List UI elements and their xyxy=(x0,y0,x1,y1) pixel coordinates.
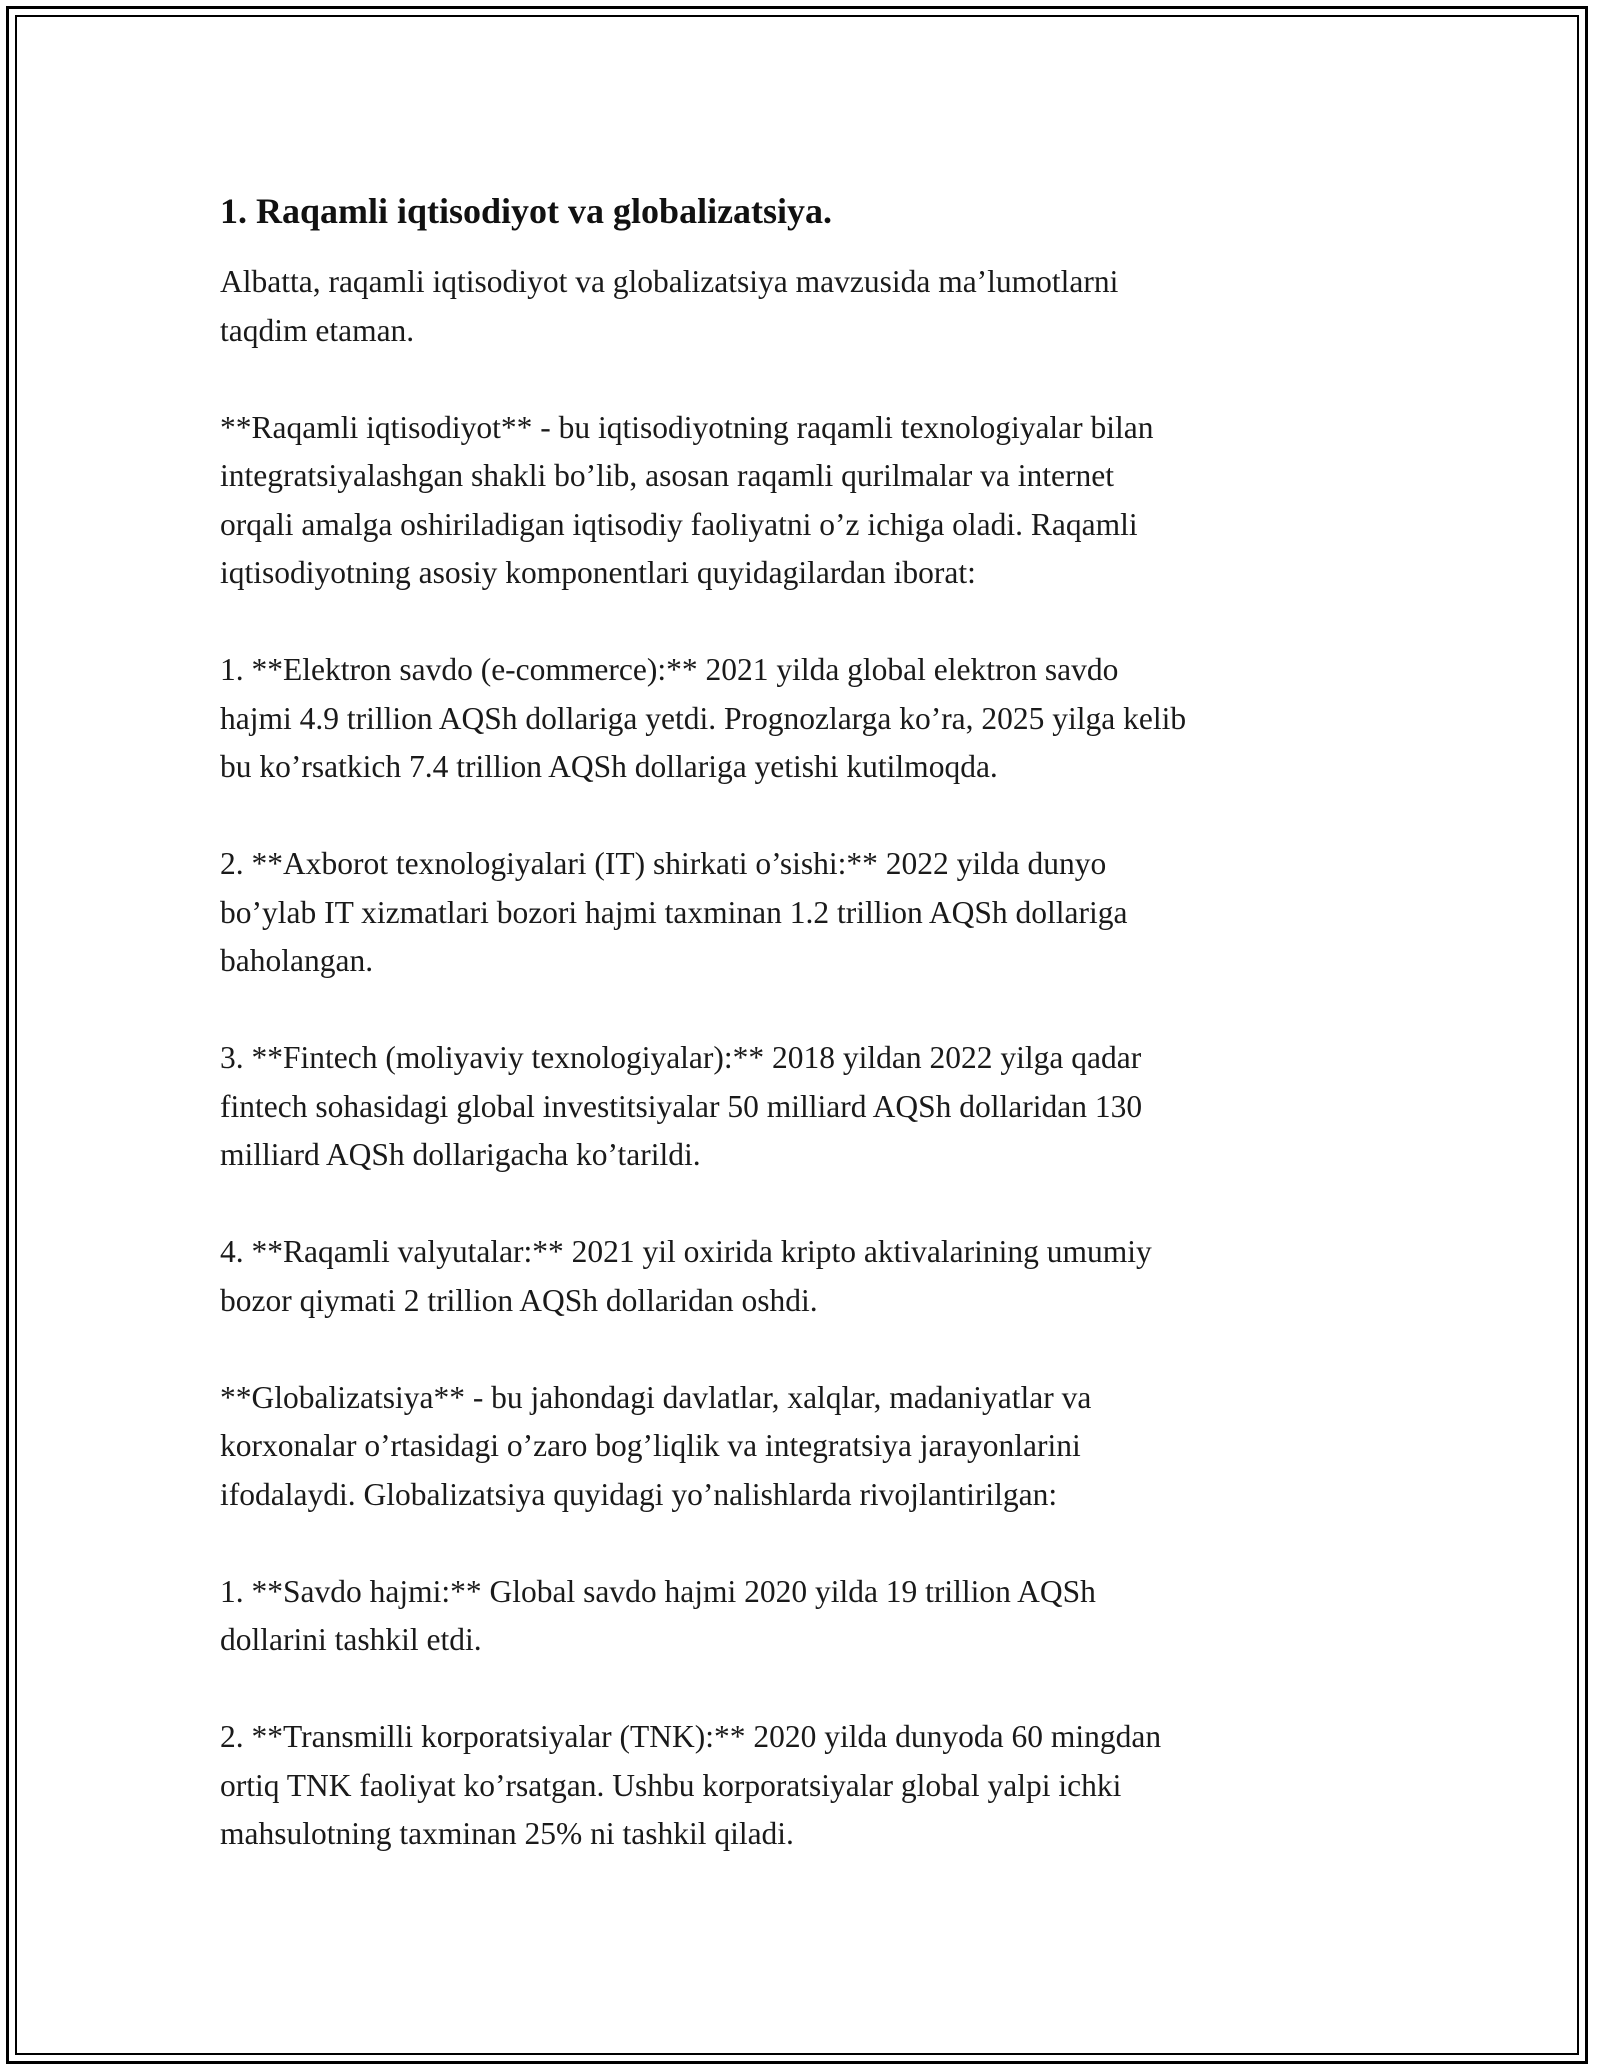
globalization-definition: **Globalizatsiya** - bu jahondagi davlatlar, xalqlar, madaniyatlar va korxonalar o’rtasidagi o’zaro bog’liqlik va integratsiya jarayonlarini ifodalaydi. Globalizatsiya quyidagi yo’nalishlarda rivojlantirilgan: xyxy=(220,1379,1092,1512)
list-item-ecommerce: 1. **Elektron savdo (e-commerce):** 2021 yilda global elektron savdo hajmi 4.9 trillion AQSh dollariga yetdi. Prognozlarga ko’ra, 2025 yilga kelib bu ko’rsatkich 7.4 trillion AQSh dollariga yetishi kutilmoqda. xyxy=(220,652,1187,784)
intro-paragraph: Albatta, raqamli iqtisodiyot va globalizatsiya mavzusida ma’lumotlarni taqdim etaman. xyxy=(220,264,1119,348)
document-title: 1. Raqamli iqtisodiyot va globalizatsiya. xyxy=(220,191,833,231)
digital-economy-definition: **Raqamli iqtisodiyot** - bu iqtisodiyotning raqamli texnologiyalar bilan integratsiyalashgan shakli bo’lib, asosan raqamli qurilmalar va internet orqali amalga oshiriladigan iqtisodiy faoliyatni o’z ichiga oladi. Raqamli iqtisodiyotning asosiy komponentlari quyidagilardan iborat: xyxy=(220,409,1154,590)
list-item-trade-volume: 1. **Savdo hajmi:** Global savdo hajmi 2020 yilda 19 trillion AQSh dollarini tashkil etdi. xyxy=(220,1573,1096,1657)
list-item-transnational-corporations: 2. **Transmilli korporatsiyalar (TNK):** 2020 yilda dunyoda 60 mingdan ortiq TNK faoliyat ko’rsatgan. Ushbu korporatsiyalar global yalpi ichki mahsulotning taxminan 25% ni tashkil qiladi. xyxy=(220,1719,1162,1851)
document-body xyxy=(220,188,1370,1907)
list-item-it-growth: 2. **Axborot texnologiyalari (IT) shirkati o’sishi:** 2022 yilda dunyo bo’ylab IT xizmatlari bozori hajmi taxminan 1.2 trillion AQSh dollariga baholangan. xyxy=(220,846,1128,978)
list-item-fintech: 3. **Fintech (moliyaviy texnologiyalar):** 2018 yildan 2022 yilga qadar fintech sohasidagi global investitsiyalar 50 milliard AQSh dollaridan 130 milliard AQSh dollarigacha ko’tarildi. xyxy=(220,1040,1143,1172)
list-item-digital-currencies: 4. **Raqamli valyutalar:** 2021 yil oxirida kripto aktivalarining umumiy bozor qiymati 2 trillion AQSh dollaridan oshdi. xyxy=(220,1234,1152,1318)
